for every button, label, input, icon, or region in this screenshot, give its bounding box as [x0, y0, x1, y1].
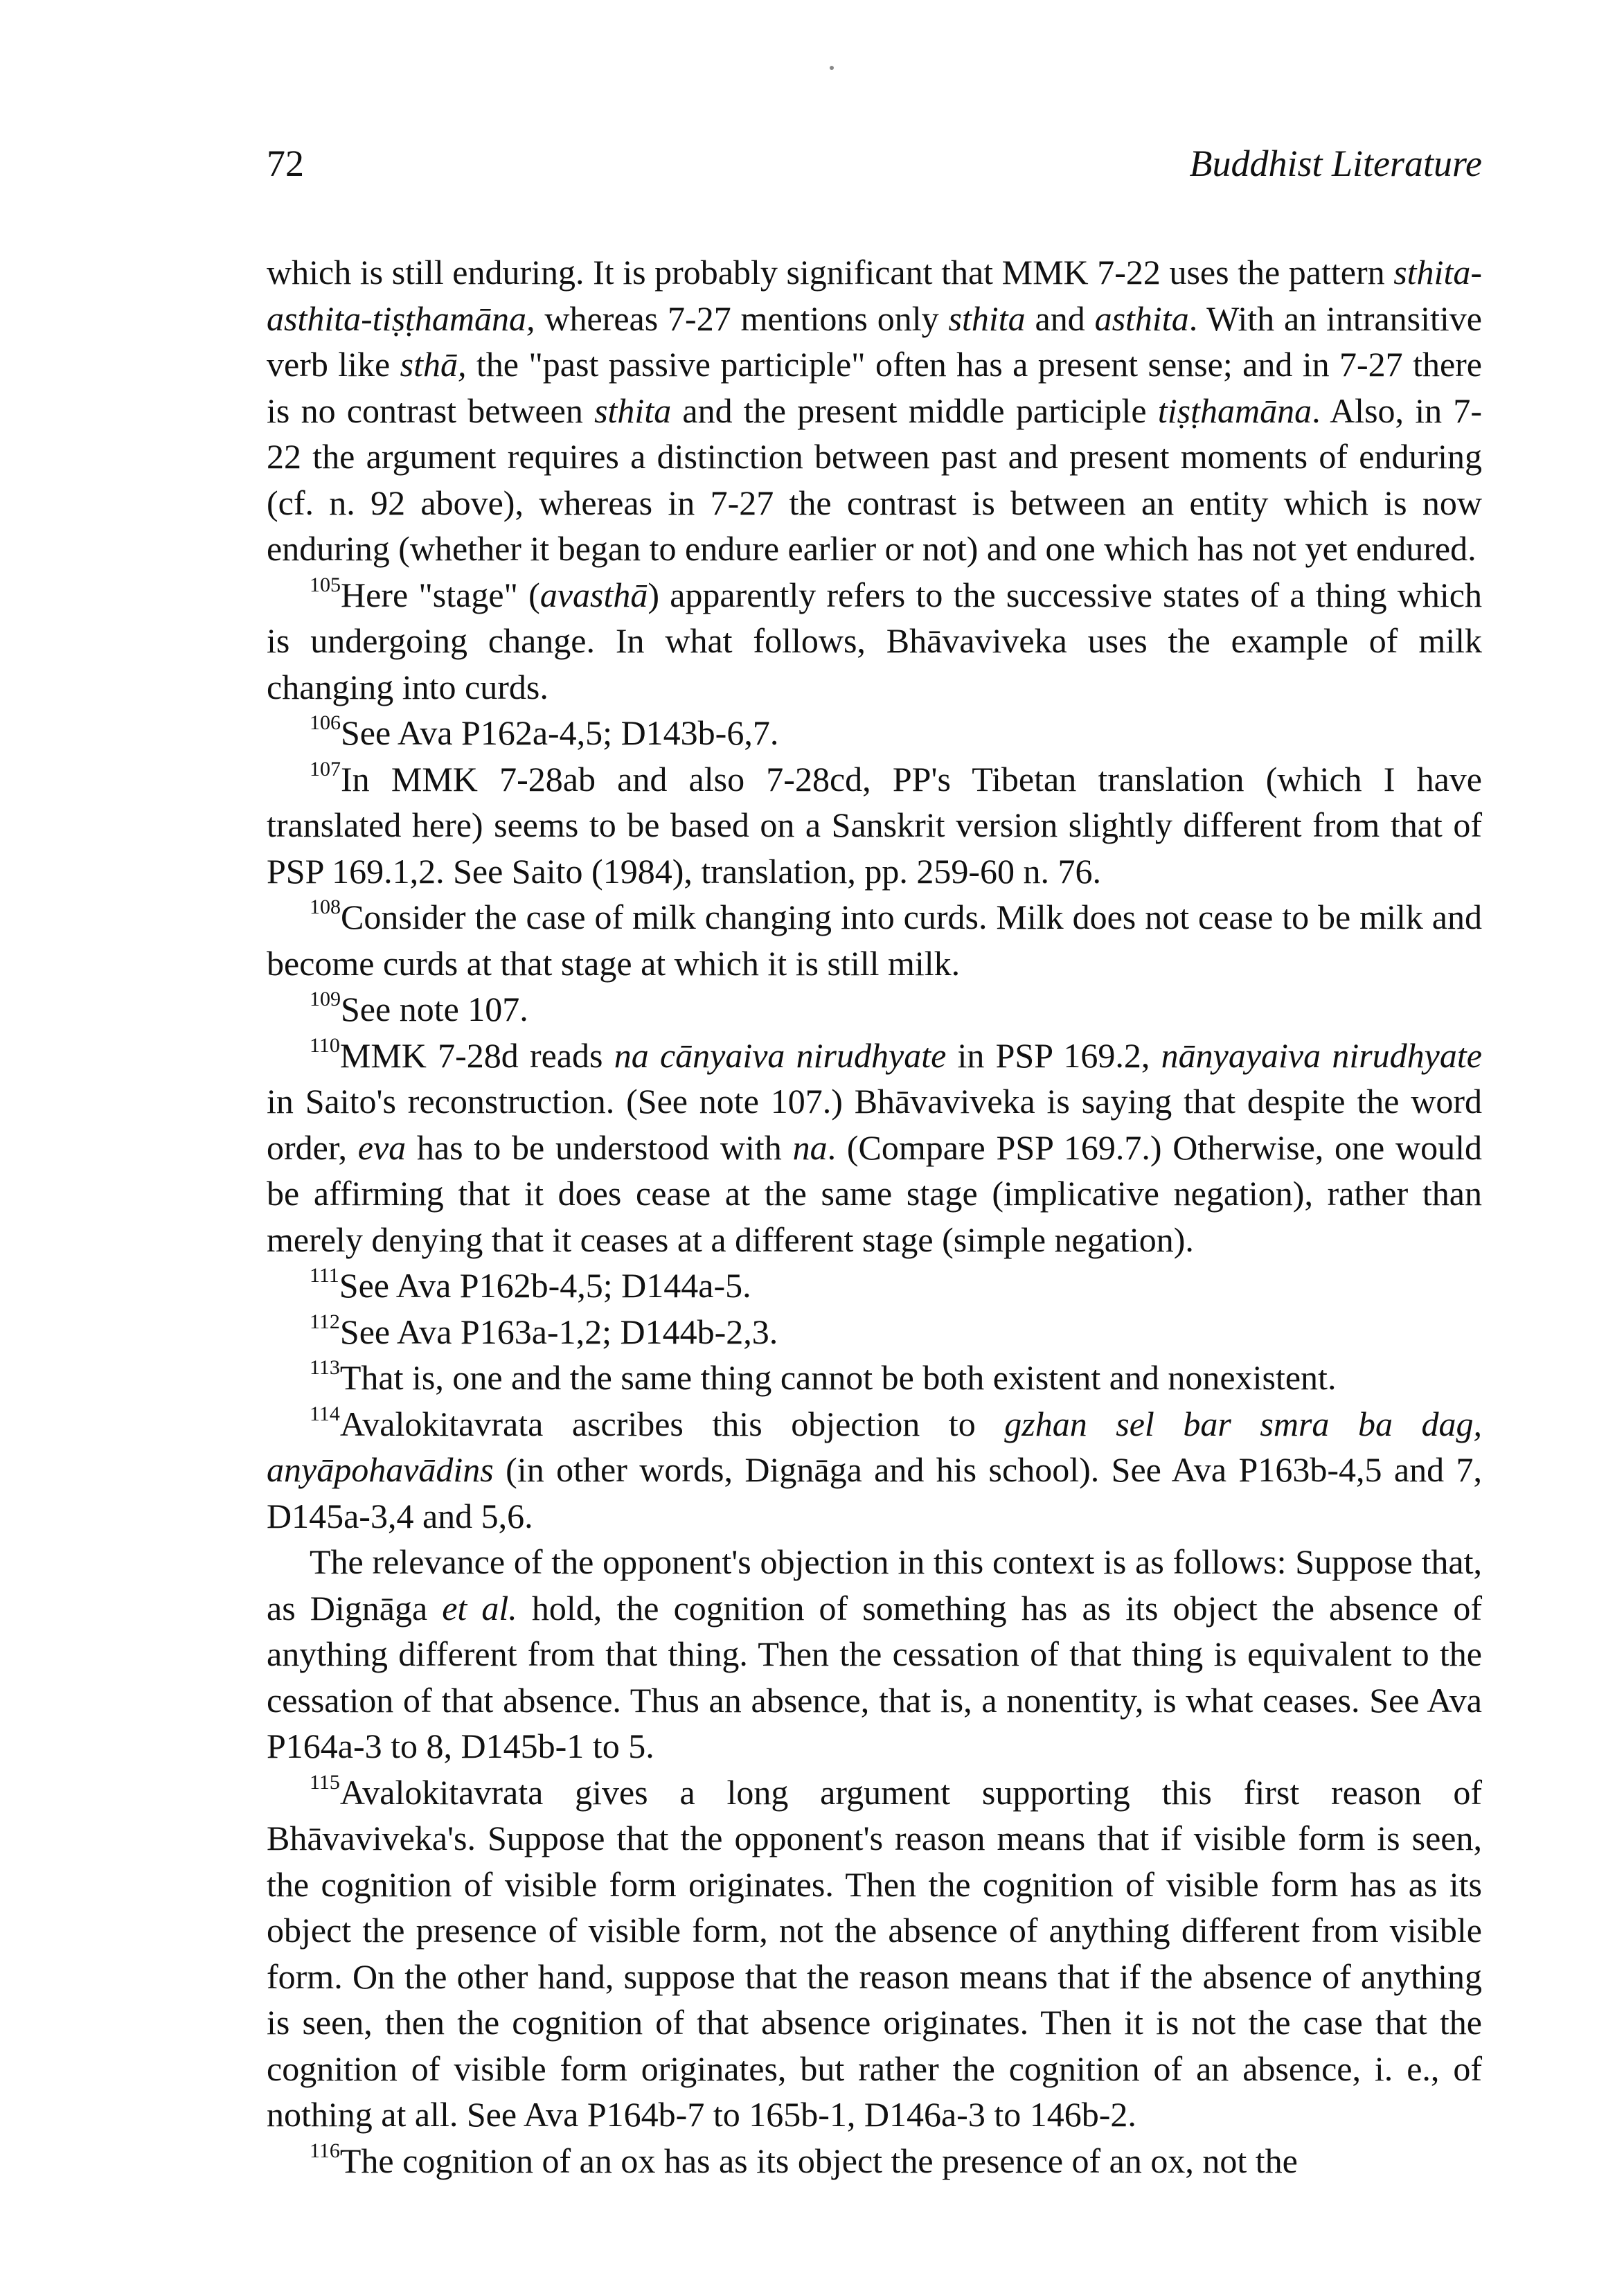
text-run: See Ava P163a-1,2; D144b-2,3. — [339, 1312, 778, 1351]
text-run: The cognition of an ox has as its object the presence of an ox, not the — [339, 2141, 1298, 2180]
footnote-number: 115 — [310, 1770, 340, 1794]
footnote-105 — [267, 572, 1482, 711]
footnote-number: 111 — [310, 1264, 339, 1287]
text-run: See note 107. — [341, 990, 528, 1028]
footnote-number: 116 — [310, 2139, 340, 2162]
text-run: MMK 7-28d reads — [339, 1035, 614, 1075]
italic-text: na cānyaiva nirudhyate — [614, 1035, 947, 1075]
text-run: which is still enduring. It is probably significant that MMK 7-22 uses the pattern — [267, 253, 1394, 292]
text-run: in PSP 169.2, — [946, 1035, 1161, 1075]
text-run: See Ava P162b-4,5; D144a-5. — [339, 1266, 751, 1305]
footnote-115 — [267, 1769, 1482, 2138]
italic-text: sthita — [594, 391, 672, 430]
footnote-number: 107 — [310, 757, 341, 781]
footnote-110 — [267, 1033, 1482, 1263]
footnote-112 — [267, 1309, 1482, 1355]
italic-text: asthita — [1094, 298, 1189, 338]
footnote-109 — [267, 986, 1482, 1033]
text-run: Consider the case of milk changing into curds. Milk does not cease to be milk and become curds at that stage at which it is still milk. — [267, 898, 1482, 983]
footnote-106 — [267, 710, 1482, 756]
italic-text: eva — [357, 1127, 407, 1167]
italic-text: sthita-asthita-tiṣṭhamāna, — [267, 253, 1482, 338]
italic-text: tiṣṭhamāna — [1157, 391, 1312, 430]
italic-text: sthā, — [400, 345, 467, 384]
text-run: . (Compare PSP 169.7.) Otherwise, one would be affirming that it does cease at the same stage (implicative negation), rather than merely denying that it ceases at a different stage (simple negation). — [267, 1127, 1482, 1259]
page-header — [267, 142, 1482, 197]
footnote-116 — [267, 2138, 1482, 2184]
italic-text: avasthā — [539, 575, 648, 614]
text-run: In MMK 7-28ab and also 7-28cd, PP's Tibetan translation (which I have translated here) seems to be based on a Sanskrit version slightly different from that of PSP 169.1,2. See Saito (1984), translation, pp. 259-60 n. 76. — [267, 759, 1482, 891]
italic-text: sthita — [948, 298, 1026, 338]
text-run: and — [1025, 298, 1095, 338]
footnote-continuation — [267, 1539, 1482, 1769]
page-body — [267, 249, 1482, 2184]
text-run: Avalokitavrata ascribes this objection to — [339, 1404, 1005, 1443]
footnote-114 — [267, 1401, 1482, 1540]
footnote-number: 110 — [310, 1033, 340, 1057]
text-run: That is, one and the same thing cannot be both existent and nonexistent. — [339, 1358, 1337, 1397]
text-run: See Ava P162a-4,5; D143b-6,7. — [341, 713, 779, 752]
italic-text: nānyayaiva nirudhyate — [1161, 1035, 1482, 1075]
text-run: whereas 7-27 mentions only — [535, 298, 949, 338]
italic-text: na — [792, 1127, 828, 1167]
text-run: has to be understood with — [406, 1127, 793, 1167]
text-run: the "past passive participle" often has a present sense; and in 7-27 there is no contrast between — [267, 345, 1483, 430]
italic-text: gzhan sel bar smra ba dag, anyāpohavādins — [267, 1404, 1482, 1489]
text-run: ) apparently refers to the successive states of a thing which is undergoing change. In what follows, Bhāvaviveka uses the example of milk changing into curds. — [267, 575, 1482, 706]
text-run: Avalokitavrata gives a long argument supporting this first reason of Bhāvaviveka's. Suppose that the opponent's reason means that if visible form is seen, the cognition of visible form originates. Then the cognition of visible form has as its object the presence of visible form, not the absence of anything different from visible form. On the other hand, suppose that the reason means that if the absence of anything is seen, then the cognition of that absence originates. Then it is not the case that the cognition of visible form originates, but rather the cognition of an absence, i. e., of nothing at all. See Ava P164b-7 to 165b-1, D146a-3 to 146b-2. — [267, 1772, 1482, 2134]
italic-text: et al. — [442, 1588, 517, 1628]
text-run: The relevance of the opponent's objection in this context is as follows: Suppose that, as Dignāga — [267, 1542, 1482, 1628]
footnote-number: 109 — [310, 988, 341, 1010]
footnote-number: 113 — [310, 1356, 340, 1379]
footnote-number: 106 — [310, 711, 341, 734]
page-number: 72 — [267, 143, 304, 184]
footnote-number: 108 — [310, 895, 341, 918]
footnote-number: 105 — [310, 573, 341, 596]
footnote-number: 114 — [310, 1402, 340, 1425]
footnote-number: 112 — [310, 1310, 340, 1333]
text-run: . With an intransitive verb like — [267, 298, 1482, 384]
text-run: in Saito's reconstruction. (See note 107.) Bhāvaviveka is saying that despite the word order, — [267, 1082, 1482, 1167]
text-run: . Also, in 7-22 the argument requires a distinction between past and present moments of enduring (cf. n. 92 above), whereas in 7-27 the contrast is between an entity which is now enduring (whether it began to endure earlier or not) and one which has not yet endured. — [267, 391, 1483, 568]
text-run: and the present middle participle — [671, 391, 1158, 430]
running-title: Buddhist Literature — [1189, 143, 1482, 184]
scan-speck — [830, 66, 834, 70]
footnote-113 — [267, 1355, 1482, 1401]
body-paragraph — [267, 249, 1482, 572]
footnote-107 — [267, 756, 1482, 895]
text-run: (in other words, Dignāga and his school). See Ava P163b-4,5 and 7, D145a-3,4 and 5,6. — [267, 1450, 1482, 1535]
footnote-111 — [267, 1263, 1482, 1309]
text-run: hold, the cognition of something has as its object the absence of anything different from that thing. Then the cessation of that thing is equivalent to the cessation of that absence. Thus an absence, that is, a nonentity, is what ceases. See Ava P164a-3 to 8, D145b-1 to 5. — [267, 1588, 1482, 1765]
footnote-108 — [267, 894, 1482, 986]
text-run: Here "stage" ( — [341, 575, 540, 614]
